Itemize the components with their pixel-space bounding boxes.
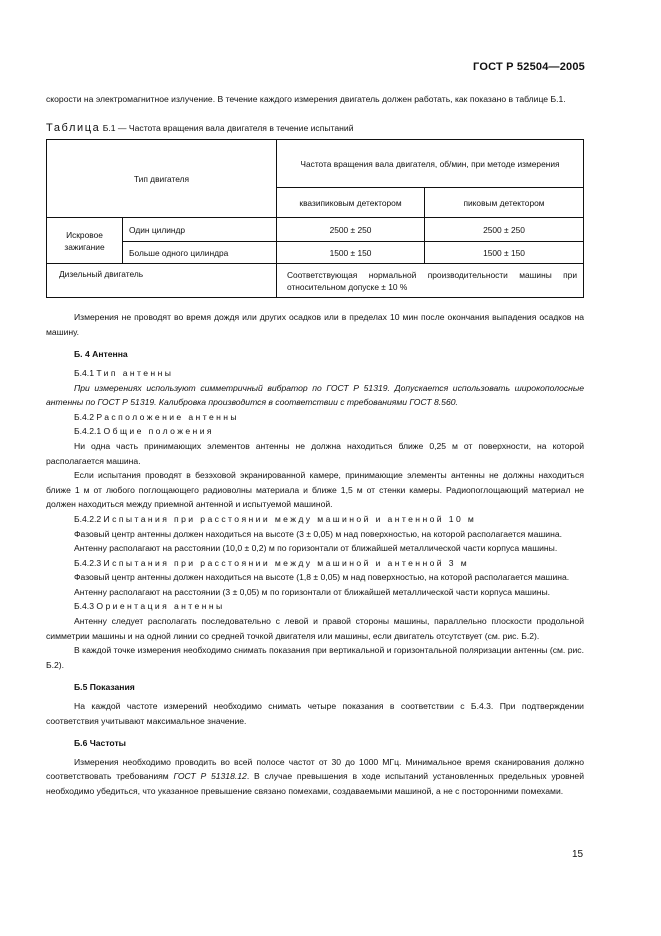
paragraph-b6 — [46, 755, 584, 799]
b6-text-start: Измерения необходимо проводить во всей полосе частот от 30 до 1000 МГц. Минимальное время сканирования должно соответствовать требованиям — [46, 756, 584, 782]
subsection-heading-b41 — [46, 366, 584, 381]
b423-number: Б.4.2.3 — [74, 557, 102, 568]
engine-speed-table — [46, 139, 584, 298]
col-header-engine-type: Тип двигателя — [47, 140, 277, 218]
paragraph-b422-1: Фазовый центр антенны должен находиться на высоте (3 ± 0,05) м над поверхностью, на которой располагается машина. — [74, 528, 562, 539]
b43-number: Б.4.3 — [74, 601, 94, 612]
cell-multi-cylinder: Больше одного цилиндра — [123, 242, 277, 264]
row-header-spark-ignition: Искровое зажигание — [47, 218, 123, 264]
cell-diesel: Дизельный двигатель — [47, 264, 277, 298]
subsection-heading-b421 — [46, 424, 584, 439]
table-caption-word: Таблица — [46, 121, 101, 134]
document-header: ГОСТ Р 52504—2005 — [473, 61, 585, 73]
table-row — [47, 242, 584, 264]
b42-number: Б.4.2 — [74, 411, 94, 422]
paragraph-b422-2: Антенну располагают на расстоянии (10,0 ± 0,2) м по горизонтали от ближайшей металлической части корпуса машины. — [74, 543, 558, 554]
col-header-peak: пиковым детектором — [425, 188, 584, 218]
subsection-heading-b42 — [46, 410, 584, 425]
subsection-heading-b423 — [46, 556, 584, 571]
b43-title: Ориентация антенны — [96, 601, 225, 612]
b41-title: Тип антенны — [96, 367, 174, 378]
col-header-quasi-peak: квазипиковым детектором — [277, 188, 425, 218]
b421-title: Общие положения — [103, 426, 214, 437]
section-heading-b5: Б.5 Показания — [74, 682, 135, 693]
paragraph-b421-1: Ни одна часть принимающих элементов антенны не должна находиться ближе 0,25 м от поверхности, на которой располагается машина. — [46, 440, 584, 466]
paragraph-b43-2: В каждой точке измерения необходимо снимать показания при вертикальной и горизонтальной поляризации антенны (см. рис. Б.2). — [46, 645, 584, 670]
paragraph-b421-2: Если испытания проводят в безэховой экранированной камере, принимающие элементы антенны не должны находиться ближе 1 м от любого поглощающего радиоволны материала и ближе 1,5 м от стенки камеры. Радиопоглощающий материал не должен находиться между приемной антенной и испытуемой машиной. — [46, 470, 584, 510]
page-number: 15 — [572, 849, 584, 860]
table-header-row — [47, 140, 584, 188]
b422-title: Испытания при расстоянии между машиной и антенной 10 м — [103, 513, 477, 524]
intro-paragraph: скорости на электромагнитное излучение. В течение каждого измерения двигатель должен работать, как показано в таблице Б.1. — [46, 94, 566, 104]
cell-one-peak: 2500 ± 250 — [425, 218, 584, 242]
cell-diesel-value: Соответствующая нормальной производительности машины при относительном допуске ± 10 % — [277, 264, 584, 298]
section-heading-b6: Б.6 Частоты — [74, 738, 127, 749]
paragraph-rain: Измерения не проводят во время дождя или других осадков или в пределах 10 мин после окончания выпадения осадков на машину. — [46, 312, 584, 337]
cell-one-quasi: 2500 ± 250 — [277, 218, 425, 242]
b42-title: Расположение антенны — [96, 411, 239, 422]
paragraph-b423-2: Антенну располагают на расстоянии (3 ± 0,05) м по горизонтали от ближайшей металлической части корпуса машины. — [74, 586, 551, 597]
paragraph-b423-1: Фазовый центр антенны должен находиться на высоте (1,8 ± 0,05) м над поверхностью, на которой располагается машина. — [74, 572, 570, 583]
table-row — [47, 218, 584, 242]
b6-standard-reference: ГОСТ Р 51318.12 — [173, 771, 247, 782]
col-header-rotation-frequency: Частота вращения вала двигателя, об/мин, при методе измерения — [277, 140, 584, 188]
cell-one-cylinder: Один цилиндр — [123, 218, 277, 242]
b423-title: Испытания при расстоянии между машиной и антенной 3 м — [103, 557, 470, 568]
subsection-heading-b43 — [46, 599, 584, 614]
table-row — [47, 264, 584, 298]
page-content — [46, 92, 584, 799]
subsection-heading-b422 — [46, 512, 584, 527]
b6-text-end: . В случае превышения в ходе испытаний установленных предельных уровней необходимо убедиться, что указанное превышение связано помехами, создаваемыми машиной, а не с посторонними помехами. — [46, 771, 584, 796]
b41-number: Б.4.1 — [74, 367, 94, 378]
section-heading-b4: Б. 4 Антенна — [74, 349, 128, 360]
b422-number: Б.4.2.2 — [74, 513, 102, 524]
cell-multi-quasi: 1500 ± 150 — [277, 242, 425, 264]
paragraph-b5: На каждой частоте измерений необходимо снимать четыре показания в соответствии с Б.4.3. При подтверждении соответствия учитывают максимальное значение. — [46, 701, 584, 726]
table-caption-text: Б.1 — Частота вращения вала двигателя в течение испытаний — [102, 122, 354, 133]
b421-number: Б.4.2.1 — [74, 426, 102, 437]
paragraph-b43-1: Антенну следует располагать последовательно с левой и правой стороны машины, параллельно плоскости продольной симметрии машины и на одной линии со средней точкой двигателя или машины, если двигатель отсутствует (см. рис. Б.2). — [46, 616, 584, 641]
cell-multi-peak: 1500 ± 150 — [425, 242, 584, 264]
paragraph-b41: При измерениях используют симметричный вибратор по ГОСТ Р 51319. Допускается использовать широкополосные антенны по ГОСТ Р 51319. Калибровка производится в соответствии с требованиями ГОСТ 8.560. — [46, 382, 584, 408]
table-caption — [46, 121, 584, 136]
